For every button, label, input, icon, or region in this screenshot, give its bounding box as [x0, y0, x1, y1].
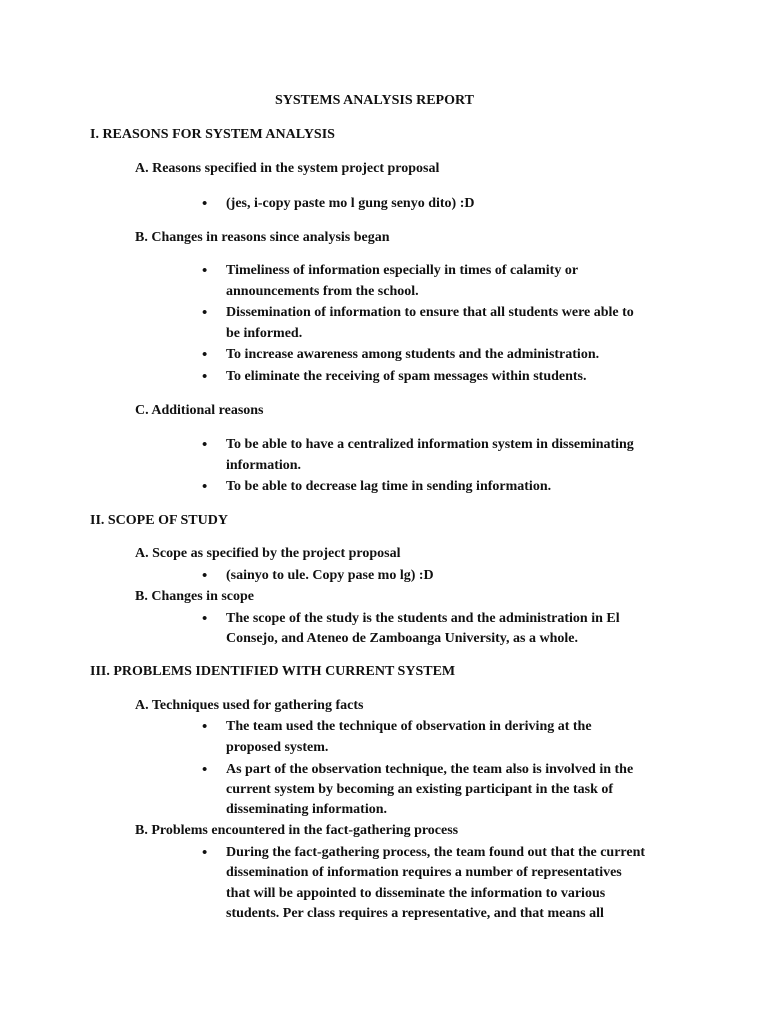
- bullet: •: [202, 369, 208, 385]
- list-item-line: To eliminate the receiving of spam messages within students.: [226, 369, 587, 384]
- section-3b-heading: B. Problems encountered in the fact-gathering process: [135, 823, 459, 838]
- list-item-line: information.: [226, 458, 302, 473]
- section-2b-heading: B. Changes in scope: [135, 589, 255, 604]
- section-2-heading: II. SCOPE OF STUDY: [90, 513, 228, 528]
- bullet: •: [202, 196, 208, 212]
- section-1a-heading: A. Reasons specified in the system project proposal: [135, 161, 440, 176]
- bullet: •: [202, 479, 208, 495]
- bullet: •: [202, 611, 208, 627]
- list-item-line: dissemination of information requires a number of representatives: [226, 865, 622, 880]
- section-3a-heading: A. Techniques used for gathering facts: [135, 698, 364, 713]
- list-item-line: The team used the technique of observation in deriving at the: [226, 719, 592, 734]
- bullet: •: [202, 845, 208, 861]
- bullet: •: [202, 762, 208, 778]
- report-title: SYSTEMS ANALYSIS REPORT: [275, 93, 474, 108]
- section-1c-heading: C. Additional reasons: [135, 403, 264, 418]
- bullet: •: [202, 568, 208, 584]
- section-1b-heading: B. Changes in reasons since analysis began: [135, 230, 390, 245]
- bullet: •: [202, 305, 208, 321]
- list-item-line: disseminating information.: [226, 802, 388, 817]
- list-item-line: To increase awareness among students and the administration.: [226, 347, 600, 362]
- list-item-line: Timeliness of information especially in times of calamity or: [226, 263, 579, 278]
- bullet: •: [202, 263, 208, 279]
- list-item: (jes, i-copy paste mo l gung senyo dito) :D: [226, 196, 475, 211]
- section-1-heading: I. REASONS FOR SYSTEM ANALYSIS: [90, 127, 335, 142]
- list-item-line: During the fact-gathering process, the team found out that the current: [226, 845, 646, 860]
- list-item-line: be informed.: [226, 326, 303, 341]
- list-item-line: As part of the observation technique, the team also is involved in the: [226, 762, 634, 777]
- section-3-heading: III. PROBLEMS IDENTIFIED WITH CURRENT SYSTEM: [90, 664, 456, 679]
- bullet: •: [202, 437, 208, 453]
- list-item-line: current system by becoming an existing participant in the task of: [226, 782, 614, 797]
- list-item-line: proposed system.: [226, 740, 329, 755]
- list-item-line: Consejo, and Ateneo de Zamboanga University, as a whole.: [226, 631, 578, 646]
- list-item-line: Dissemination of information to ensure that all students were able to: [226, 305, 634, 320]
- bullet: •: [202, 719, 208, 735]
- bullet: •: [202, 347, 208, 363]
- list-item-line: To be able to decrease lag time in sending information.: [226, 479, 552, 494]
- list-item-line: announcements from the school.: [226, 284, 419, 299]
- list-item-line: students. Per class requires a representative, and that means all: [226, 906, 604, 921]
- list-item-line: To be able to have a centralized information system in disseminating: [226, 437, 634, 452]
- section-2a-heading: A. Scope as specified by the project proposal: [135, 546, 401, 561]
- list-item: (sainyo to ule. Copy pase mo lg) :D: [226, 568, 434, 583]
- list-item-line: The scope of the study is the students and the administration in El: [226, 611, 620, 626]
- list-item-line: that will be appointed to disseminate the information to various: [226, 886, 606, 901]
